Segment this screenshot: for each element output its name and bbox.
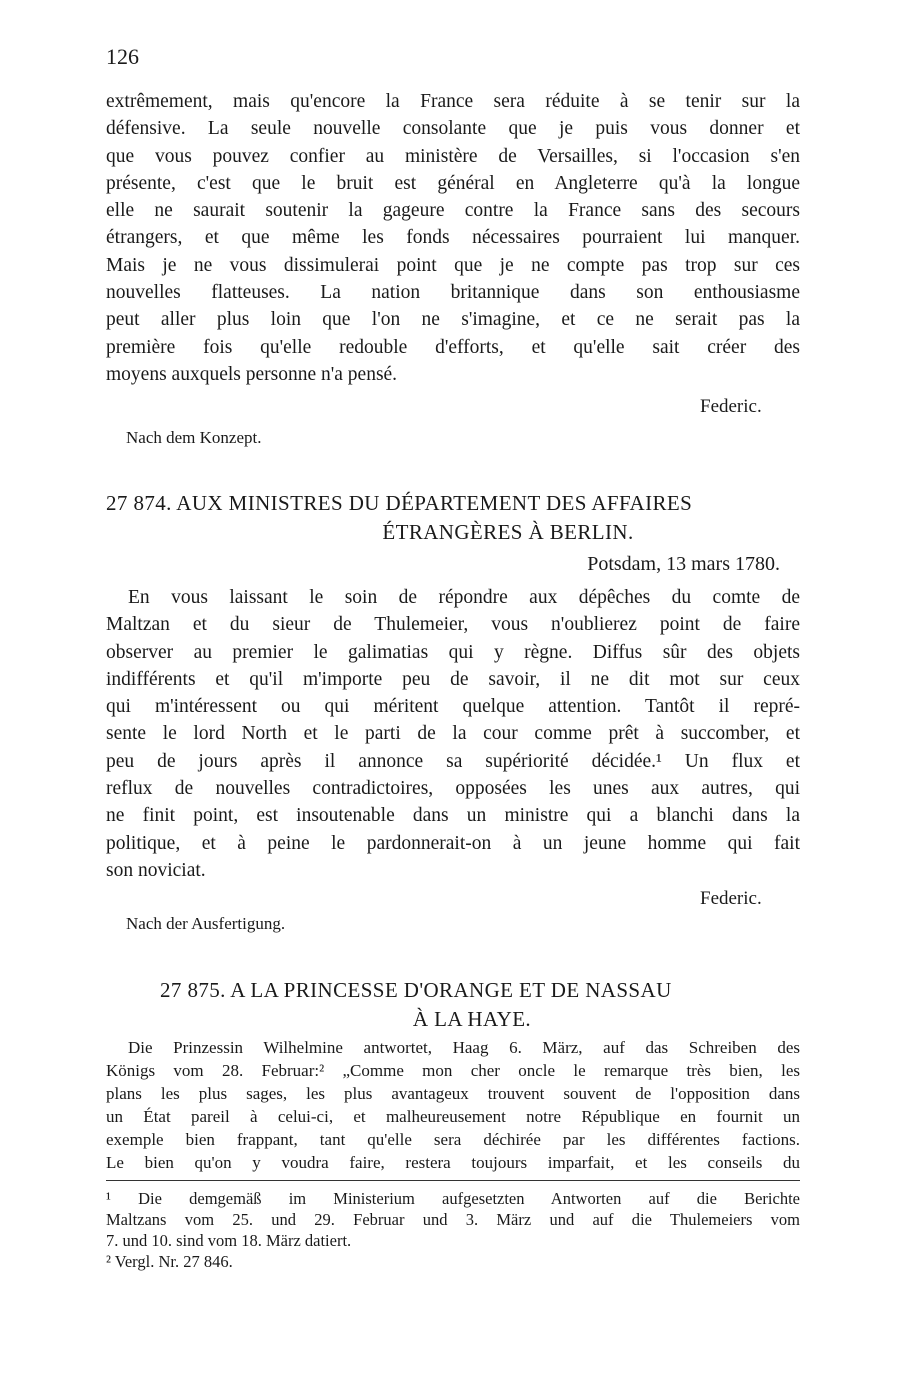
heading-line: 27 874. AUX MINISTRES DU DÉPARTEMENT DES AFFAIRES bbox=[106, 491, 693, 515]
heading-line: 27 875. A LA PRINCESSE D'ORANGE ET DE NASSAU bbox=[160, 978, 672, 1002]
text-line: peu de jours après il annonce sa supériorité décidée.¹ Un flux et bbox=[106, 750, 800, 772]
text-line: Le bien qu'on y voudra faire, restera toujours imparfait, et les conseils du bbox=[106, 1153, 800, 1172]
footnote-line: ² Vergl. Nr. 27 846. bbox=[106, 1252, 233, 1271]
text-line: exemple bien frappant, tant qu'elle sera déchirée par les différentes factions. bbox=[106, 1130, 800, 1149]
text-line: présente, c'est que le bruit est général en Angleterre qu'à la longue bbox=[106, 172, 800, 194]
source-note: Nach der Ausfertigung. bbox=[126, 914, 286, 933]
text-line: politique, et à peine le pardonnerait-on à un jeune homme qui fait bbox=[106, 832, 800, 854]
text-line: Maltzan et du sieur de Thulemeier, vous n'oublierez point de faire bbox=[106, 614, 800, 636]
text-line: défensive. La seule nouvelle consolante que je puis vous donner et bbox=[106, 118, 800, 140]
page-number: 126 bbox=[106, 44, 139, 69]
text-line: ne finit point, est insoutenable dans un ministre qui a blanchi dans la bbox=[106, 805, 800, 827]
text-line: peut aller plus loin que l'on ne s'imagine, et ce ne serait pas la bbox=[106, 309, 800, 331]
text-line: nouvelles flatteuses. La nation britannique dans son enthousiasme bbox=[106, 282, 800, 304]
text-line: extrêmement, mais qu'encore la France sera réduite à se tenir sur la bbox=[106, 91, 800, 112]
letter-summary bbox=[106, 1036, 800, 1174]
letter-heading bbox=[106, 976, 800, 1034]
footnote-divider bbox=[106, 1180, 800, 1181]
text-line: première fois qu'elle redouble d'efforts, et qu'elle sait créer des bbox=[106, 336, 800, 358]
text-line: elle ne saurait soutenir la gageure contre la France sans des secours bbox=[106, 200, 800, 222]
text-line: qui m'intéressent ou qui méritent quelque attention. Tantôt il repré- bbox=[106, 696, 800, 718]
prev-letter-body bbox=[106, 88, 800, 388]
letter-heading bbox=[106, 489, 800, 547]
text-line: indifférents et qu'il m'importe peu de savoir, il ne dit mot sur ceux bbox=[106, 668, 800, 690]
letter-date: Potsdam, 13 mars 1780. bbox=[587, 553, 780, 575]
text-line: étrangers, et que même les fonds nécessaires pourraient lui manquer. bbox=[106, 227, 800, 249]
text-line: Mais je ne vous dissimulerai point que je ne compte pas trop sur ces bbox=[106, 254, 800, 276]
footnotes bbox=[106, 1188, 800, 1272]
text-line: En vous laissant le soin de répondre aux dépêches du comte de bbox=[128, 587, 800, 608]
text-line: son noviciat. bbox=[106, 859, 206, 881]
text-line: sente le lord North et le parti de la cour comme prêt à succomber, et bbox=[106, 723, 800, 745]
letter-body bbox=[106, 584, 800, 884]
text-line: un État pareil à celui-ci, et malheureusement notre République en fournit un bbox=[106, 1107, 800, 1126]
source-note: Nach dem Konzept. bbox=[126, 428, 262, 447]
heading-line: ÉTRANGÈRES À BERLIN. bbox=[382, 520, 634, 544]
text-line: Die Prinzessin Wilhelmine antwortet, Haag 6. März, auf das Schreiben des bbox=[128, 1038, 800, 1057]
heading-line: À LA HAYE. bbox=[412, 1007, 532, 1031]
footnote-line: Maltzans vom 25. und 29. Februar und 3. März und auf die Thulemeiers vom bbox=[106, 1210, 800, 1229]
text-line: que vous pouvez confier au ministère de Versailles, si l'occasion s'en bbox=[106, 145, 800, 167]
signature: Federic. bbox=[700, 396, 762, 417]
text-line: plans les plus sages, les plus avantageux trouvent souvent de l'opposition dans bbox=[106, 1084, 800, 1103]
signature: Federic. bbox=[700, 888, 762, 909]
text-line: Königs vom 28. Februar:² „Comme mon cher oncle le remarque très bien, les bbox=[106, 1061, 800, 1080]
footnote-line: ¹ Die demgemäß im Ministerium aufgesetzten Antworten auf die Berichte bbox=[106, 1189, 800, 1208]
text-line: moyens auxquels personne n'a pensé. bbox=[106, 363, 398, 385]
text-line: reflux de nouvelles contradictoires, opposées les unes aux autres, qui bbox=[106, 778, 800, 800]
text-line: observer au premier le galimatias qui y règne. Diffus sûr des objets bbox=[106, 641, 800, 663]
footnote-line: 7. und 10. sind vom 18. März datiert. bbox=[106, 1231, 352, 1250]
